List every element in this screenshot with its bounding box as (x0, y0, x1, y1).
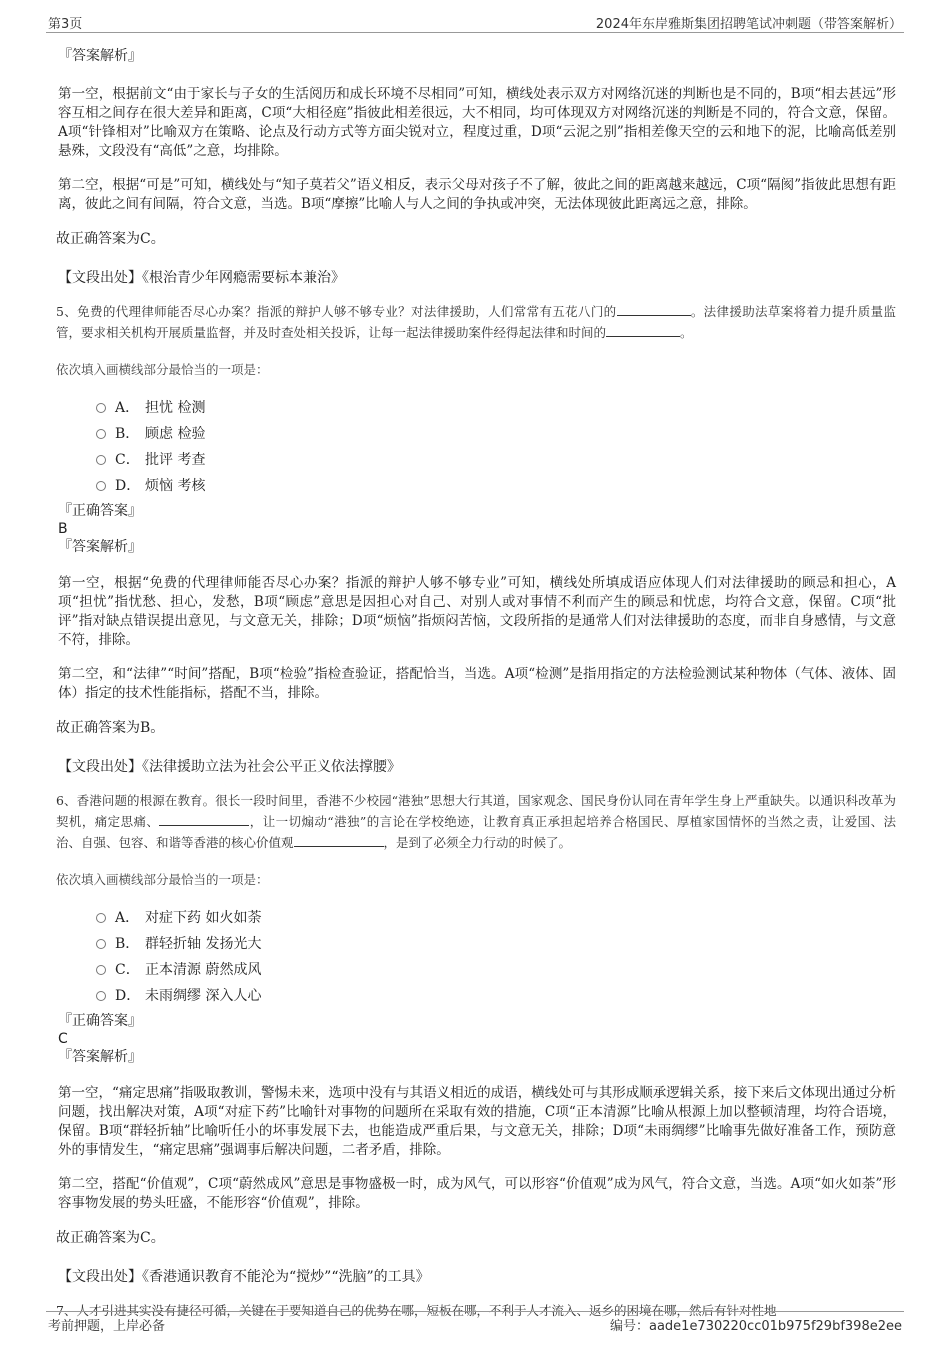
q5-analysis-para2: 第二空，和“法律”“时间”搭配，B项“检验”指检查验证，搭配恰当，当选。A项“检测”是指用指定的方法检验测试某种物体（气体、液体、固体）指定的技术性能指标，搭配不当，排除。 (58, 666, 896, 701)
footer-slogan: 考前押题，上岸必备 (48, 1319, 166, 1334)
q5-option-c[interactable]: C． 批评 考查 (96, 447, 896, 473)
q5-source: 【文段出处】《法律援助立法为社会公平正义依法撑腰》 (58, 759, 401, 775)
q6-stem (56, 790, 896, 853)
main-content (56, 38, 896, 1321)
answer-label: 『正确答案』 (58, 1013, 142, 1029)
q6-stem-part2: ，让一切煽动“港独”的言论在学校绝迹，让教育真正承担起培养合格国民、厚植家国情怀的当然之责，让爱国、法治、自强、包容、和谐等香港的核心价值观 (56, 814, 896, 850)
q6-options (56, 905, 896, 1009)
q5-blank-2 (606, 324, 680, 337)
radio-icon[interactable] (96, 455, 106, 465)
q5-stem (56, 301, 896, 343)
radio-icon[interactable] (96, 965, 106, 975)
q4-conclusion: 故正确答案为C。 (56, 231, 165, 247)
q4-source (58, 267, 896, 287)
q4-analysis-para2: 第二空，根据“可是”可知，横线处与“知子莫若父”语义相反，表示父母对孩子不了解，彼此之间的距离越来越远，C项“隔阂”指彼此思想有距离，彼此之间有间隔，符合文意，当选。B项“摩擦”比喻人与人之间的争执或冲突，无法体现彼此距离远之意，排除。 (58, 177, 896, 212)
analysis-label: 『答案解析』 (58, 1049, 142, 1065)
radio-icon[interactable] (96, 913, 106, 923)
q6-answer: C (58, 1031, 68, 1047)
source-prefix: 【文段出处】 (58, 270, 142, 286)
analysis-label: 『答案解析』 (58, 48, 142, 64)
q5-stem-part2: 。法律援助法草案将着力提升质量监管，要求相关机构开展质量监督，并及时查处相关投诉，让每一起法律援助案件经得起法律和时间的 (56, 304, 896, 340)
radio-icon[interactable] (96, 429, 106, 439)
q6-source: 【文段出处】《香港通识教育不能沦为“搅炒”“洗脑”的工具》 (58, 1269, 430, 1285)
q6-option-d[interactable]: D． 未雨绸缪 深入人心 (96, 983, 896, 1009)
page-number: 第3页 (48, 17, 83, 32)
q6-stem-part1: 6、香港问题的根源在教育。很长一段时间里，香港不少校园“港独”思想大行其道，国家观念、国民身份认同在青年学生身上严重缺失。以通识科改革为契机，痛定思痛、 (56, 793, 896, 829)
q6-option-c[interactable]: C． 正本清源 蔚然成风 (96, 957, 896, 983)
q5-source-title: 《法律援助立法为社会公平正义依法撑腰》 (142, 759, 401, 775)
q6-conclusion: 故正确答案为C。 (56, 1230, 165, 1246)
q5-answer: B (58, 521, 68, 537)
page-header (46, 10, 904, 33)
q4-source-title: 《根治青少年网瘾需要标本兼治》 (142, 270, 345, 286)
q5-options (56, 395, 896, 499)
q5-stem-part1: 5、免费的代理律师能否尽心办案？指派的辩护人够不够专业？对法律援助，人们常常有五花八门的 (56, 304, 617, 319)
q6-blank-2 (294, 834, 384, 847)
q5-blank-1 (617, 303, 691, 316)
radio-icon[interactable] (96, 939, 106, 949)
radio-icon[interactable] (96, 991, 106, 1001)
q6-blank-1 (159, 813, 249, 826)
document-title: 2024年东岸雅斯集团招聘笔试冲刺题（带答案解析） (595, 17, 902, 32)
q4-analysis-para1: 第一空，根据前文“由于家长与子女的生活阅历和成长环境不尽相同”可知，横线处表示双方对网络沉迷的判断也是不同的，B项“相去甚远”形容互相之间存在很大差异和距离，C项“大相径庭”指彼此相差很远，大不相同，均可体现双方对网络沉迷的判断是不同的，符合文意，保留。A项“针锋相对”比喻双方在策略、论点及行动方式等方面尖锐对立，程度过重，D项“云泥之别”指相差像天空的云和地下的泥，比喻高低差别悬殊，文段没有“高低”之意，均排除。 (58, 86, 896, 159)
q6-analysis-para1: 第一空，“痛定思痛”指吸取教训，警惕未来，选项中没有与其语义相近的成语，横线处可与其形成顺承逻辑关系，接下来后文体现出通过分析问题，找出解决对策，A项“对症下药”比喻针对事物的问题所在采取有效的措施，C项“正本清源”比喻从根源上加以整顿清理，均符合语境，保留。B项“群轻折轴”比喻听任小的坏事发展下去，也能造成严重后果，与文意无关，排除；D项“未雨绸缪”比喻事先做好准备工作，预防意外的事情发生，“痛定思痛”强调事后解决问题，二者矛盾，排除。 (58, 1085, 896, 1158)
q5-conclusion: 故正确答案为B。 (56, 720, 165, 736)
q6-option-a[interactable]: A． 对症下药 如火如荼 (96, 905, 896, 931)
q6-option-b[interactable]: B． 群轻折轴 发扬光大 (96, 931, 896, 957)
q6-instruction: 依次填入画横线部分最恰当的一项是： (56, 872, 269, 887)
q5-option-a[interactable]: A． 担忧 检测 (96, 395, 896, 421)
q6-analysis-para2: 第二空，搭配“价值观”，C项“蔚然成风”意思是事物盛极一时，成为风气，可以形容“价值观”成为风气，符合文意，当选。A项“如火如荼”形容事物发展的势头旺盛，不能形容“价值观”，排除。 (58, 1176, 896, 1211)
q5-option-b[interactable]: B． 顾虑 检验 (96, 421, 896, 447)
analysis-label: 『答案解析』 (58, 539, 142, 555)
q7-stem: 7、人才引进其实没有捷径可循，关键在于要知道自己的优势在哪，短板在哪，不利于人才流入、返乡的困境在哪，然后有针对性地 (56, 1303, 777, 1318)
radio-icon[interactable] (96, 403, 106, 413)
q5-instruction: 依次填入画横线部分最恰当的一项是： (56, 362, 269, 377)
q6-source-title: 《香港通识教育不能沦为“搅炒”“洗脑”的工具》 (142, 1269, 430, 1285)
q5-analysis-para1: 第一空，根据“免费的代理律师能否尽心办案？指派的辩护人够不够专业”可知，横线处所填成语应体现人们对法律援助的顾忌和担心，A项“担忧”指忧愁、担心，发愁，B项“顾虑”意思是因担心对自己、对别人或对事情不利而产生的顾忌和忧虑，均符合文意，保留。C项“批评”指对缺点错误提出意见，与文意无关，排除；D项“烦恼”指烦闷苦恼，文段所指的是通常人们对法律援助的态度，而非自身感情，与文意不符，排除。 (58, 575, 896, 648)
document-id: 编号：aade1e730220cc01b975f29bf398e2ee (609, 1319, 902, 1334)
answer-label: 『正确答案』 (58, 503, 142, 519)
q6-stem-part3: ，是到了必须全力行动的时候了。 (383, 835, 572, 850)
q5-stem-part3: 。 (680, 325, 693, 340)
radio-icon[interactable] (96, 481, 106, 491)
page-footer (46, 1311, 904, 1334)
q5-option-d[interactable]: D． 烦恼 考核 (96, 473, 896, 499)
